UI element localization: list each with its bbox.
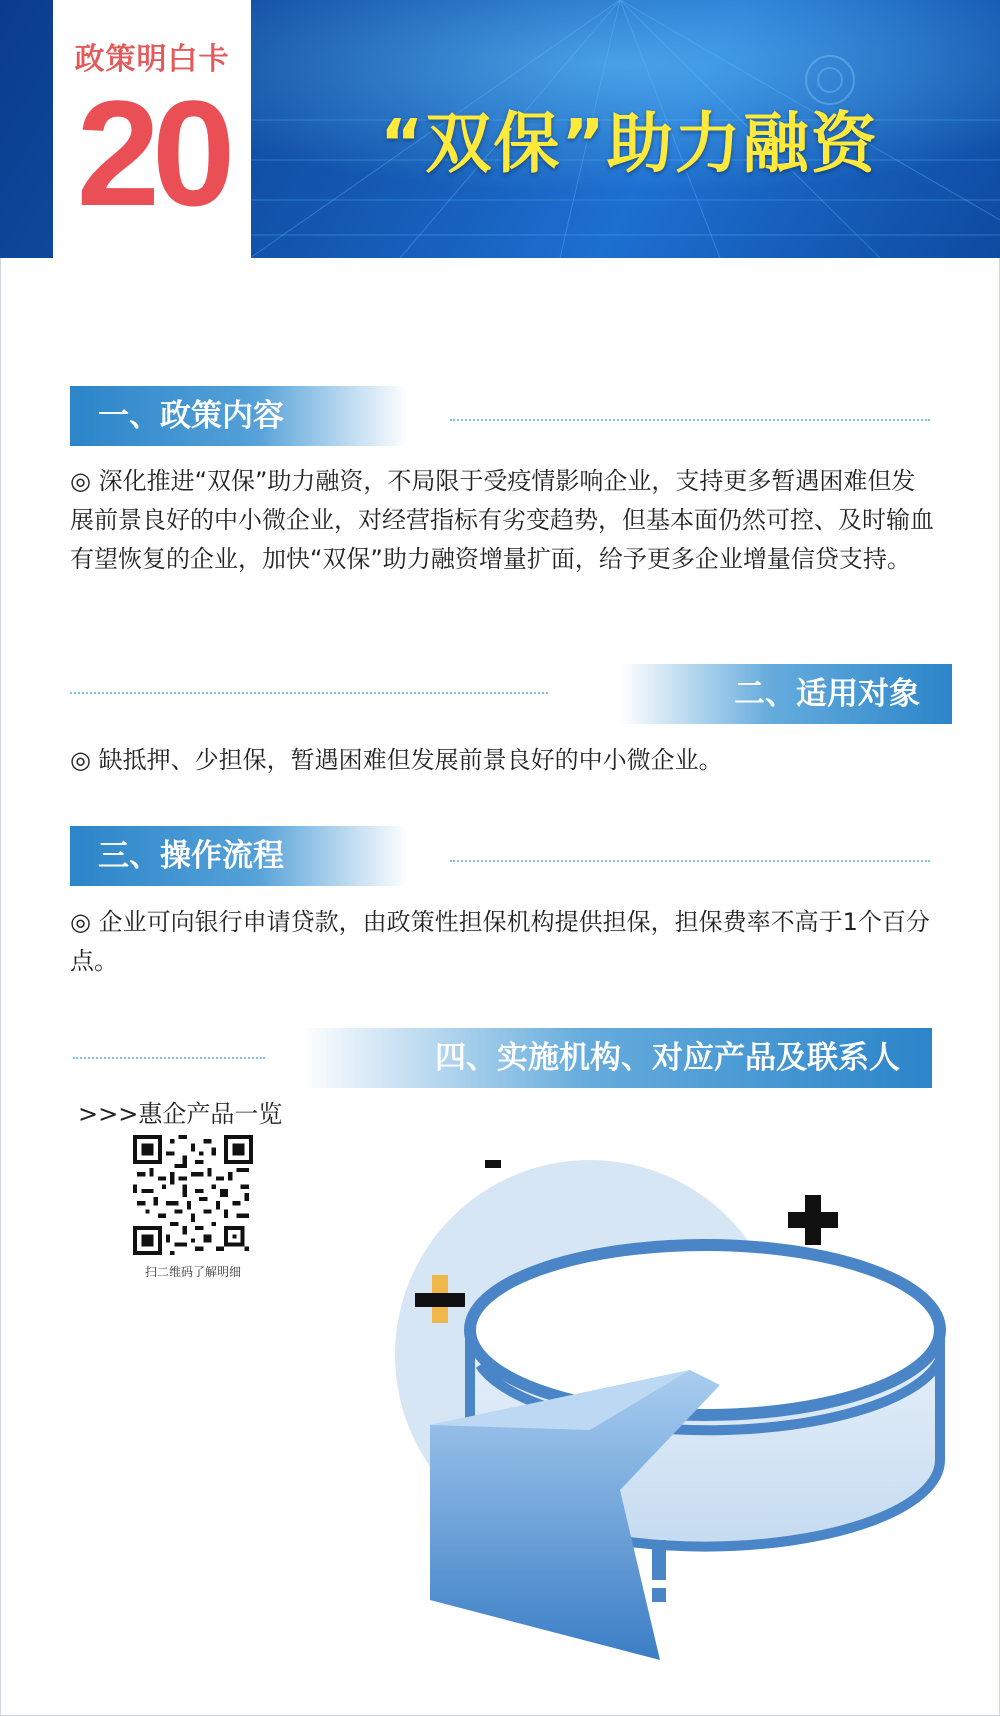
applicable-objects-text: ◎ 缺抵押、少担保，暂遇困难但发展前景良好的中小微企业。 [70, 746, 723, 774]
header-banner [0, 0, 1000, 258]
products-overview-label: >>>惠企产品一览 [78, 1100, 283, 1128]
plus-icon [468, 1160, 518, 1168]
dotted-divider [70, 692, 548, 694]
operation-process-text: ◎ 企业可向银行申请贷款，由政策性担保机构提供担保，担保费率不高于1个百分点。 [70, 908, 930, 975]
section-heading-institutions-products: 四、实施机构、对应产品及联系人 [300, 1028, 932, 1088]
section-heading-applicable-objects: 二、适用对象 [620, 664, 952, 724]
plus-icon [788, 1195, 838, 1245]
policy-content-text: ◎ 深化推进“双保”助力融资，不局限于受疫情影响企业，支持更多暂遇困难但发展前景良好的中小微企业，对经营指标有劣变趋势，但基本面仍然可控、及时输血有望恢复的企业，加快“双保”助力融资增量扩面，给予更多企业增量信贷支持。 [70, 467, 934, 573]
card-label: 政策明白卡 [74, 42, 230, 77]
dotted-divider [450, 860, 930, 862]
dotted-divider [73, 1057, 265, 1059]
policy-card-badge [53, 0, 251, 258]
page-title: “双保”助力融资 [380, 105, 879, 182]
section-heading-operation-process: 三、操作流程 [70, 826, 408, 886]
qr-caption: 扫二维码了解明细 [144, 1265, 241, 1279]
card-number: 20 [76, 69, 228, 237]
finance-pie-illustration [390, 1160, 950, 1716]
qr-code[interactable] [133, 1135, 253, 1255]
section-heading-policy-content: 一、政策内容 [70, 386, 408, 446]
dotted-divider [450, 419, 930, 421]
